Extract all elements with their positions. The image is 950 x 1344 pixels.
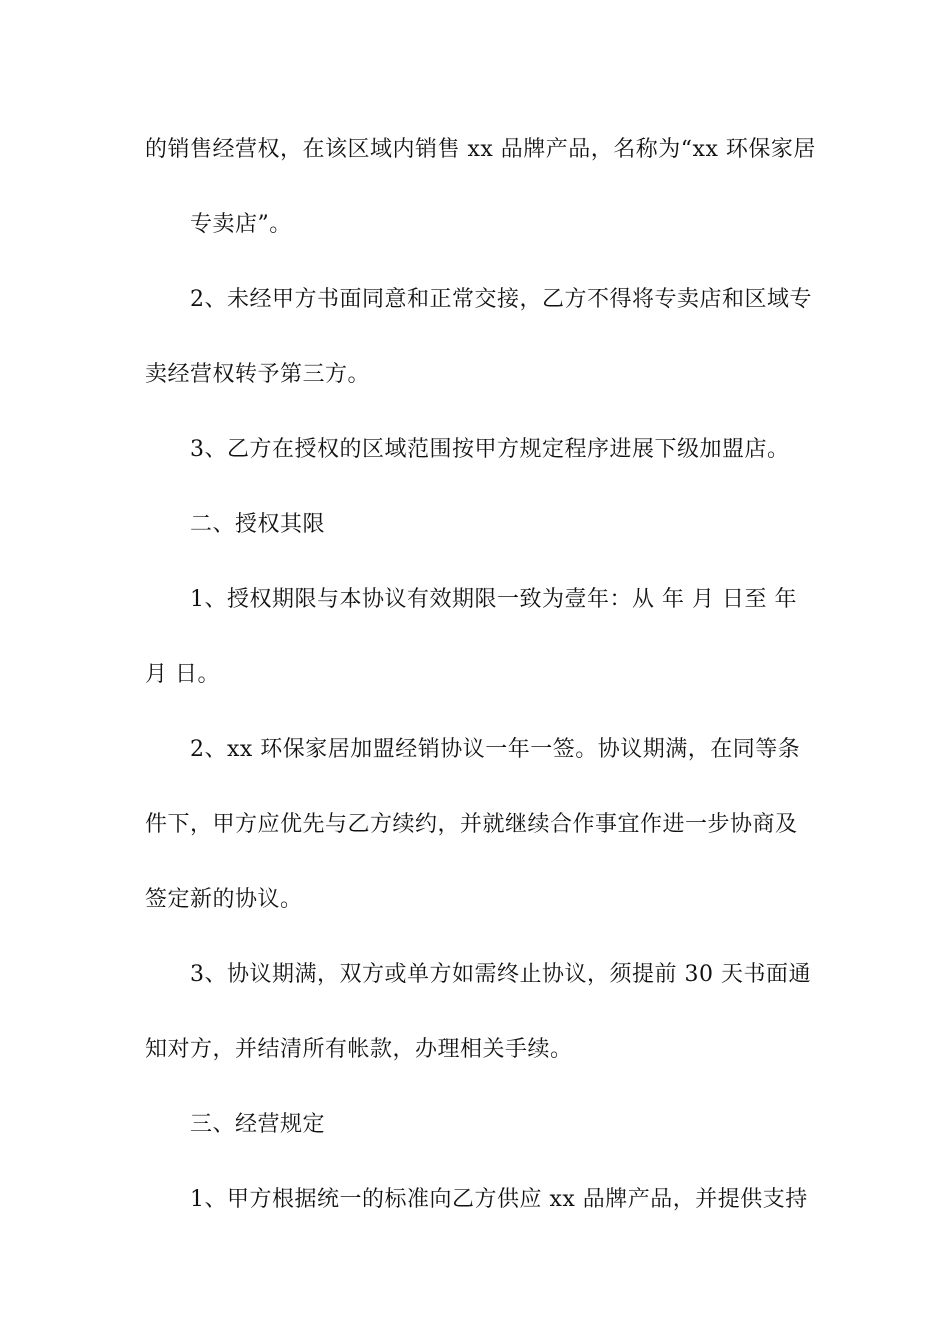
section-heading: 二、授权其限 [190, 512, 326, 537]
paragraph-line: 签定新的协议。 [145, 887, 303, 912]
paragraph-line: 1、甲方根据统一的标准向乙方供应 xx 品牌产品，并提供支持 [190, 1187, 808, 1212]
paragraph-line: 件下，甲方应优先与乙方续约，并就继续合作事宜作进一步协商及 [145, 812, 798, 837]
paragraph-line: 月 日。 [145, 662, 220, 687]
paragraph-line: 2、xx 环保家居加盟经销协议一年一签。协议期满，在同等条 [190, 737, 801, 762]
paragraph-line: 知对方，并结清所有帐款，办理相关手续。 [145, 1037, 573, 1062]
paragraph-line: 卖经营权转予第三方。 [145, 362, 371, 387]
paragraph-line: 的销售经营权，在该区域内销售 xx 品牌产品，名称为“xx 环保家居 [145, 137, 816, 162]
section-heading: 三、经营规定 [190, 1112, 326, 1137]
paragraph-line: 专卖店”。 [190, 212, 292, 237]
paragraph-line: 2、未经甲方书面同意和正常交接，乙方不得将专卖店和区域专 [190, 287, 812, 312]
paragraph-line: 3、乙方在授权的区域范围按甲方规定程序进展下级加盟店。 [190, 437, 790, 462]
paragraph-line: 3、协议期满，双方或单方如需终止协议，须提前 30 天书面通 [190, 962, 811, 987]
paragraph-line: 1、授权期限与本协议有效期限一致为壹年：从 年 月 日至 年 [190, 587, 797, 612]
